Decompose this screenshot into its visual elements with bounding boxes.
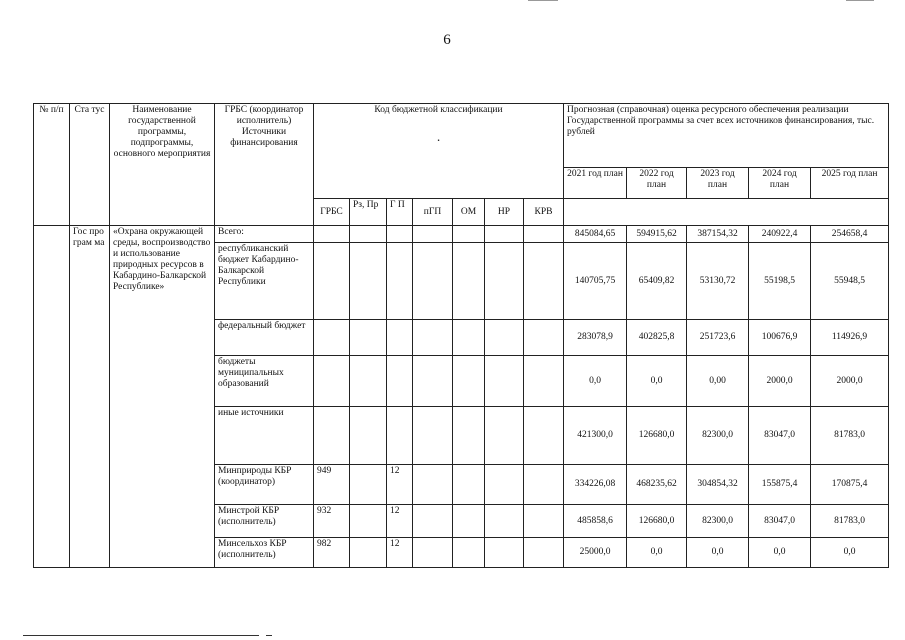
value-cell: 83047,0 bbox=[749, 505, 811, 538]
value-cell: 2000,0 bbox=[749, 356, 811, 407]
header-status: Ста тус bbox=[70, 104, 110, 226]
value-cell: 170875,4 bbox=[811, 465, 889, 505]
value-cell: 594915,62 bbox=[627, 226, 687, 243]
row-label: Минсельхоз КБР (исполнитель) bbox=[215, 538, 314, 568]
value-cell: 126680,0 bbox=[627, 407, 687, 465]
value-cell: 83047,0 bbox=[749, 407, 811, 465]
code-nr: НР bbox=[485, 199, 524, 226]
value-cell: 402825,8 bbox=[627, 320, 687, 356]
value-cell: 82300,0 bbox=[687, 505, 749, 538]
value-cell: 126680,0 bbox=[627, 505, 687, 538]
value-cell: 82300,0 bbox=[687, 407, 749, 465]
row-gp bbox=[387, 356, 413, 407]
value-cell: 845084,65 bbox=[564, 226, 627, 243]
row-grbs: 982 bbox=[314, 538, 350, 568]
code-om: ОМ bbox=[453, 199, 485, 226]
row-label: Минприроды КБР (координатор) bbox=[215, 465, 314, 505]
value-cell: 0,00 bbox=[687, 356, 749, 407]
row-label: Всего: bbox=[215, 226, 314, 243]
header-grbs bbox=[215, 104, 314, 226]
value-cell: 25000,0 bbox=[564, 538, 627, 568]
footnote-rule bbox=[23, 635, 259, 636]
code-krv: КРВ bbox=[524, 199, 564, 226]
value-cell: 421300,0 bbox=[564, 407, 627, 465]
footnote-dash bbox=[266, 635, 272, 636]
value-cell: 100676,9 bbox=[749, 320, 811, 356]
row-grbs bbox=[314, 407, 350, 465]
value-cell: 155875,4 bbox=[749, 465, 811, 505]
value-cell: 304854,32 bbox=[687, 465, 749, 505]
value-cell: 334226,08 bbox=[564, 465, 627, 505]
row-grbs bbox=[314, 243, 350, 320]
value-cell: 387154,32 bbox=[687, 226, 749, 243]
year-2023: 2023 год план bbox=[687, 168, 749, 199]
program-status: Гос про грам ма bbox=[70, 226, 110, 568]
row-label: бюджеты муниципальных образований bbox=[215, 356, 314, 407]
row-label: Минстрой КБР (исполнитель) bbox=[215, 505, 314, 538]
row-gp bbox=[387, 243, 413, 320]
code-rz-pr: Рз, Пр bbox=[350, 199, 387, 226]
header-kbk bbox=[314, 104, 564, 199]
value-cell: 468235,62 bbox=[627, 465, 687, 505]
header-forecast: Прогнозная (справочная) оценка ресурсного обеспечения реализации Государственной программы за счет всех источников финансирования, тыс. рублей bbox=[564, 104, 889, 168]
year-2021: 2021 год план bbox=[564, 168, 627, 199]
value-cell: 251723,6 bbox=[687, 320, 749, 356]
row-grbs: 932 bbox=[314, 505, 350, 538]
header-years-spacer bbox=[564, 199, 889, 226]
code-gp: Г П bbox=[387, 199, 413, 226]
header-kbk-text: Код бюджетной классификации bbox=[374, 105, 503, 115]
row-gp bbox=[387, 226, 413, 243]
row-grbs: 949 bbox=[314, 465, 350, 505]
year-2025: 2025 год план bbox=[811, 168, 889, 199]
row-gp: 12 bbox=[387, 538, 413, 568]
value-cell: 0,0 bbox=[627, 538, 687, 568]
row-gp: 12 bbox=[387, 505, 413, 538]
page-number: 6 bbox=[443, 32, 451, 48]
value-cell: 0,0 bbox=[564, 356, 627, 407]
value-cell: 254658,4 bbox=[811, 226, 889, 243]
row-grbs bbox=[314, 320, 350, 356]
value-cell: 53130,72 bbox=[687, 243, 749, 320]
code-grbs: ГРБС bbox=[314, 199, 350, 226]
header-kbk-dot: . bbox=[437, 134, 440, 144]
row-grbs bbox=[314, 356, 350, 407]
row-grbs bbox=[314, 226, 350, 243]
program-name: «Охрана окружающей среды, воспроизводство и использование природных ресурсов в Кабардино-Балкарской Республике» bbox=[110, 226, 215, 568]
header-num: № п/п bbox=[34, 104, 70, 226]
year-2022: 2022 год план bbox=[627, 168, 687, 199]
value-cell: 65409,82 bbox=[627, 243, 687, 320]
value-cell: 0,0 bbox=[749, 538, 811, 568]
value-cell: 55948,5 bbox=[811, 243, 889, 320]
code-pgp: пГП bbox=[413, 199, 453, 226]
header-row bbox=[34, 104, 889, 168]
program-num-cell bbox=[34, 226, 70, 568]
value-cell: 55198,5 bbox=[749, 243, 811, 320]
value-cell: 283078,9 bbox=[564, 320, 627, 356]
table-row bbox=[34, 226, 889, 243]
row-gp bbox=[387, 407, 413, 465]
row-label: иные источники bbox=[215, 407, 314, 465]
row-gp: 12 bbox=[387, 465, 413, 505]
value-cell: 0,0 bbox=[627, 356, 687, 407]
top-edge-mark bbox=[846, 0, 874, 1]
value-cell: 0,0 bbox=[687, 538, 749, 568]
row-label: федеральный бюджет bbox=[215, 320, 314, 356]
value-cell: 485858,6 bbox=[564, 505, 627, 538]
value-cell: 140705,75 bbox=[564, 243, 627, 320]
value-cell: 0,0 bbox=[811, 538, 889, 568]
value-cell: 81783,0 bbox=[811, 505, 889, 538]
year-2024: 2024 год план bbox=[749, 168, 811, 199]
resource-table bbox=[33, 103, 889, 568]
top-edge-mark bbox=[528, 0, 558, 1]
header-name: Наименование государственной программы, подпрограммы, основного мероприятия bbox=[110, 104, 215, 226]
value-cell: 2000,0 bbox=[811, 356, 889, 407]
header-grbs-text: ГРБС (координатор исполнитель) Источники финансирования bbox=[224, 105, 304, 148]
value-cell: 81783,0 bbox=[811, 407, 889, 465]
row-label: республиканский бюджет Кабардино-Балкарской Республики bbox=[215, 243, 314, 320]
value-cell: 114926,9 bbox=[811, 320, 889, 356]
value-cell: 240922,4 bbox=[749, 226, 811, 243]
row-gp bbox=[387, 320, 413, 356]
